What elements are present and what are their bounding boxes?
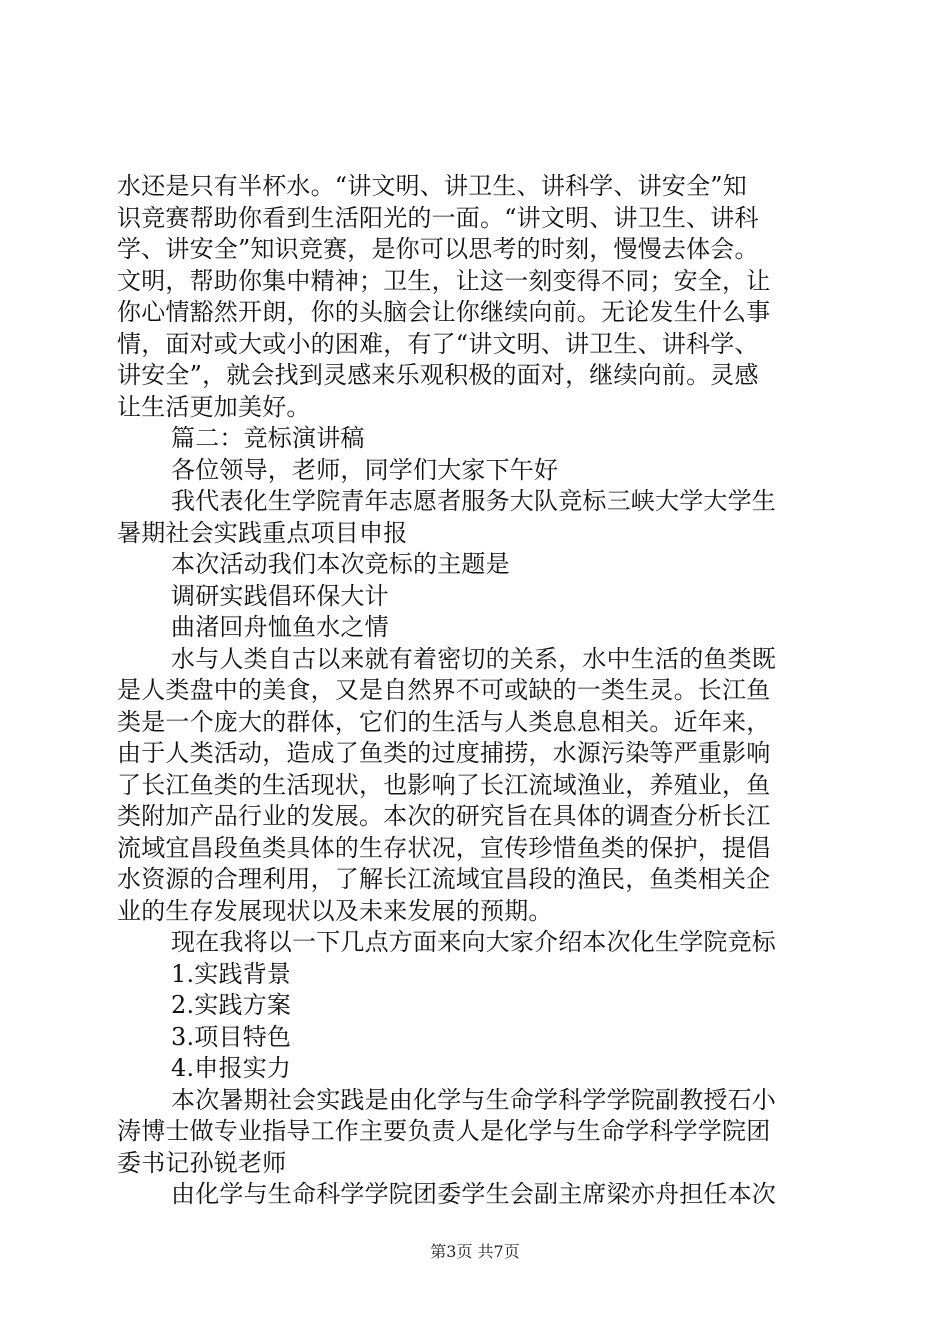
text-line: 文明，帮助你集中精神；卫生，让这一刻变得不同；安全，让 — [117, 266, 771, 295]
text-line: 讲安全”，就会找到灵感来乐观积极的面对，继续向前。灵感 — [117, 361, 759, 389]
text-line: 4.申报实力 — [171, 1054, 292, 1082]
text-line: 水资源的合理利用，了解长江流域宜昌段的渔民，鱼类相关企 — [117, 865, 771, 893]
text-line: 篇二：竞标演讲稿 — [171, 424, 365, 452]
text-line: 调研实践倡环保大计 — [171, 581, 389, 610]
text-line: 本次暑期社会实践是由化学与生命学科学学院副教授石小 — [171, 1085, 776, 1114]
text-line: 类是一个庞大的群体，它们的生活与人类息息相关。近年来， — [117, 707, 771, 736]
text-line: 现在我将以一下几点方面来向大家介绍本次化生学院竞标 — [171, 928, 776, 956]
text-line: 是人类盘中的美食，又是自然界不可或缺的一类生灵。长江鱼 — [117, 676, 771, 704]
text-line: 情，面对或大或小的困难，有了“讲文明、讲卫生、讲科学、 — [117, 329, 759, 358]
text-line: 让生活更加美好。 — [117, 392, 311, 421]
text-line: 由化学与生命科学学院团委学生会副主席梁亦舟担任本次 — [171, 1180, 776, 1208]
text-line: 你心情豁然开朗，你的头脑会让你继续向前。无论发生什么事 — [117, 298, 771, 326]
text-line: 业的生存发展现状以及未来发展的预期。 — [117, 896, 553, 925]
text-line: 流域宜昌段鱼类具体的生存状况，宣传珍惜鱼类的保护，提倡 — [117, 833, 771, 862]
text-line: 涛博士做专业指导工作主要负责人是化学与生命学科学学院团 — [117, 1117, 771, 1145]
text-line: 识竞赛帮助你看到生活阳光的一面。“讲文明、讲卫生、讲科 — [117, 203, 759, 232]
text-line: 我代表化生学院青年志愿者服务大队竞标三峡大学大学生 — [171, 487, 776, 515]
text-line: 曲渚回舟恤鱼水之情 — [171, 613, 389, 641]
text-line: 了长江鱼类的生活现状，也影响了长江流域渔业，养殖业，鱼 — [117, 770, 771, 799]
text-line: 暑期社会实践重点项目申报 — [117, 518, 408, 547]
document-body — [117, 171, 833, 1211]
text-line: 委书记孙锐老师 — [117, 1148, 287, 1177]
text-line: 3.项目特色 — [171, 1022, 292, 1051]
text-line: 各位领导，老师，同学们大家下午好 — [171, 455, 559, 484]
text-line: 类附加产品行业的发展。本次的研究旨在具体的调查分析长江 — [117, 802, 771, 830]
page-footer: 第3页 共7页 — [430, 1242, 520, 1261]
text-line: 由于人类活动，造成了鱼类的过度捕捞，水源污染等严重影响 — [117, 739, 771, 767]
text-line: 水与人类自古以来就有着密切的关系，水中生活的鱼类既 — [171, 644, 776, 673]
text-line: 学、讲安全”知识竞赛，是你可以思考的时刻，慢慢去体会。 — [117, 235, 759, 263]
text-line: 2.实践方案 — [171, 991, 292, 1019]
text-line: 本次活动我们本次竞标的主题是 — [171, 550, 510, 578]
text-line: 1.实践背景 — [171, 959, 292, 988]
text-line: 水还是只有半杯水。“讲文明、讲卫生、讲科学、讲安全”知 — [117, 172, 747, 200]
